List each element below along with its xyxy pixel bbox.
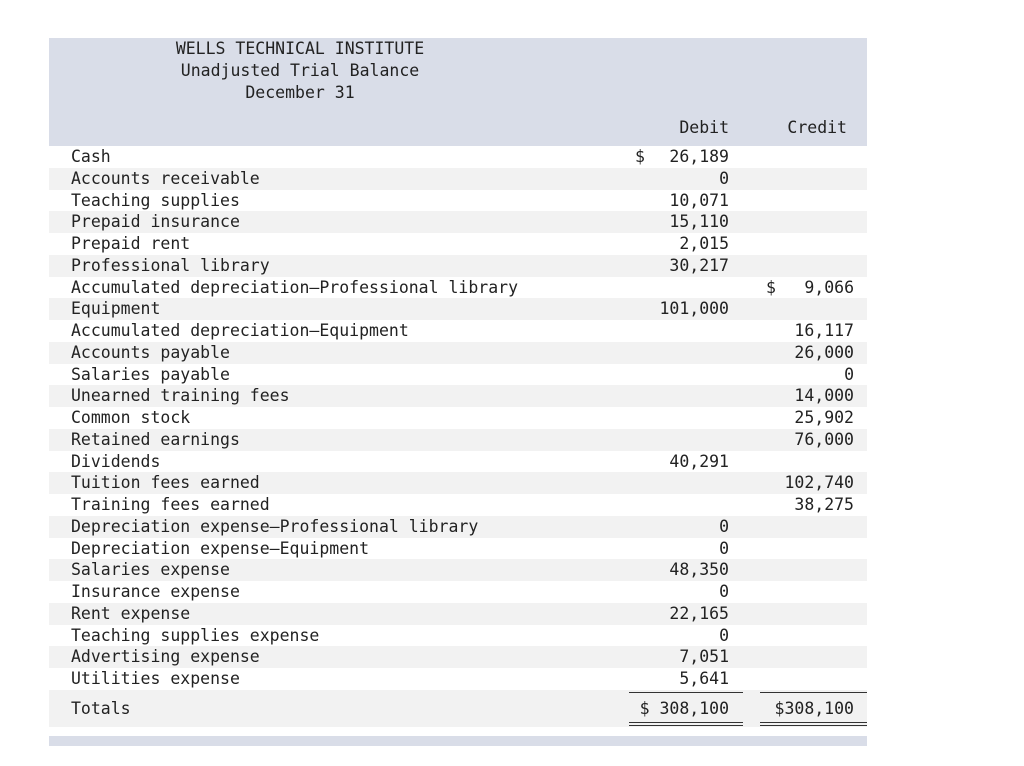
- table-row: [49, 472, 867, 494]
- account-rows: [49, 146, 867, 690]
- credit-amount: 38,275: [794, 495, 854, 514]
- trial-balance-sheet: [49, 38, 867, 746]
- account-name: Unearned training fees: [71, 386, 290, 406]
- account-name: Retained earnings: [71, 429, 240, 449]
- debit-amount: 15,110: [669, 212, 729, 232]
- table-row: [49, 342, 867, 364]
- credit-currency-symbol: $: [766, 277, 776, 297]
- table-row: [49, 538, 867, 560]
- table-row: [49, 364, 867, 386]
- table-row: [49, 516, 867, 538]
- debit-amount: 22,165: [669, 603, 729, 623]
- debit-amount: 0: [719, 582, 729, 601]
- account-name: Common stock: [71, 408, 191, 427]
- account-name: Utilities expense: [71, 669, 240, 688]
- debit-amount: 10,071: [669, 190, 729, 210]
- debit-amount: 0: [719, 625, 729, 645]
- table-row: [49, 298, 867, 320]
- debit-amount: 101,000: [659, 299, 729, 319]
- credit-amount: 25,902: [794, 408, 854, 427]
- credit-amount: 14,000: [794, 386, 854, 406]
- table-row: [49, 559, 867, 581]
- table-row: [49, 385, 867, 407]
- account-name: Accumulated depreciation—Professional library: [71, 277, 519, 297]
- table-row: [49, 407, 867, 429]
- account-name: Advertising expense: [71, 647, 260, 667]
- table-row: [49, 190, 867, 212]
- debit-column-header: Debit: [679, 118, 729, 137]
- account-name: Prepaid rent: [71, 234, 191, 253]
- account-name: Accounts receivable: [71, 168, 260, 188]
- account-name: Tuition fees earned: [71, 473, 260, 493]
- credit-amount: 16,117: [794, 321, 854, 340]
- column-header-row: [49, 118, 867, 146]
- debit-total: $ 308,100: [639, 698, 729, 718]
- account-name: Rent expense: [71, 603, 191, 623]
- credit-column-header: Credit: [787, 118, 847, 137]
- credit-amount: 76,000: [794, 429, 854, 449]
- table-row: [49, 277, 867, 299]
- debit-amount: 7,051: [679, 647, 729, 667]
- credit-amount: 9,066: [804, 277, 854, 297]
- debit-amount: 0: [719, 168, 729, 188]
- account-name: Accumulated depreciation—Equipment: [71, 321, 409, 340]
- debit-amount: 30,217: [669, 255, 729, 275]
- account-name: Professional library: [71, 255, 270, 275]
- account-name: Depreciation expense—Equipment: [71, 538, 370, 558]
- table-row: [49, 255, 867, 277]
- debit-amount: 48,350: [669, 560, 729, 580]
- credit-amount: 102,740: [784, 473, 854, 493]
- account-name: Training fees earned: [71, 495, 270, 514]
- company-name: WELLS TECHNICAL INSTITUTE: [175, 39, 425, 58]
- credit-double-underline: [760, 722, 867, 726]
- account-name: Cash: [71, 147, 111, 166]
- credit-amount: 0: [844, 364, 854, 384]
- debit-double-underline: [629, 722, 743, 726]
- debit-amount: 5,641: [679, 669, 729, 688]
- account-name: Salaries payable: [71, 364, 230, 384]
- table-row: [49, 625, 867, 647]
- table-row: [49, 603, 867, 625]
- account-name: Accounts payable: [71, 342, 230, 362]
- report-title: Unadjusted Trial Balance: [180, 61, 420, 80]
- debit-currency-symbol: $: [635, 147, 645, 166]
- table-row: [49, 168, 867, 190]
- report-date: December 31: [245, 83, 355, 102]
- table-row: [49, 233, 867, 255]
- account-name: Prepaid insurance: [71, 212, 240, 232]
- report-footer: [49, 736, 867, 746]
- debit-amount: 0: [719, 516, 729, 536]
- credit-total: $308,100: [774, 698, 854, 718]
- account-name: Teaching supplies expense: [71, 625, 320, 645]
- debit-amount: 0: [719, 538, 729, 558]
- debit-amount: 40,291: [669, 451, 729, 471]
- table-row: [49, 581, 867, 603]
- table-row: [49, 646, 867, 668]
- account-name: Teaching supplies: [71, 190, 240, 210]
- debit-amount: 2,015: [679, 234, 729, 253]
- totals-label: Totals: [71, 698, 131, 718]
- account-name: Salaries expense: [71, 560, 230, 580]
- account-name: Equipment: [71, 299, 161, 319]
- table-row: [49, 668, 867, 690]
- table-row: [49, 146, 867, 168]
- account-name: Depreciation expense—Professional library: [71, 516, 479, 536]
- table-row: [49, 451, 867, 473]
- report-header: [49, 38, 867, 125]
- account-name: Dividends: [71, 451, 161, 471]
- table-row: [49, 320, 867, 342]
- totals-row: [49, 690, 867, 727]
- credit-amount: 26,000: [794, 342, 854, 362]
- debit-amount: 26,189: [669, 147, 729, 166]
- account-name: Insurance expense: [71, 582, 240, 601]
- table-row: [49, 211, 867, 233]
- table-row: [49, 429, 867, 451]
- table-row: [49, 494, 867, 516]
